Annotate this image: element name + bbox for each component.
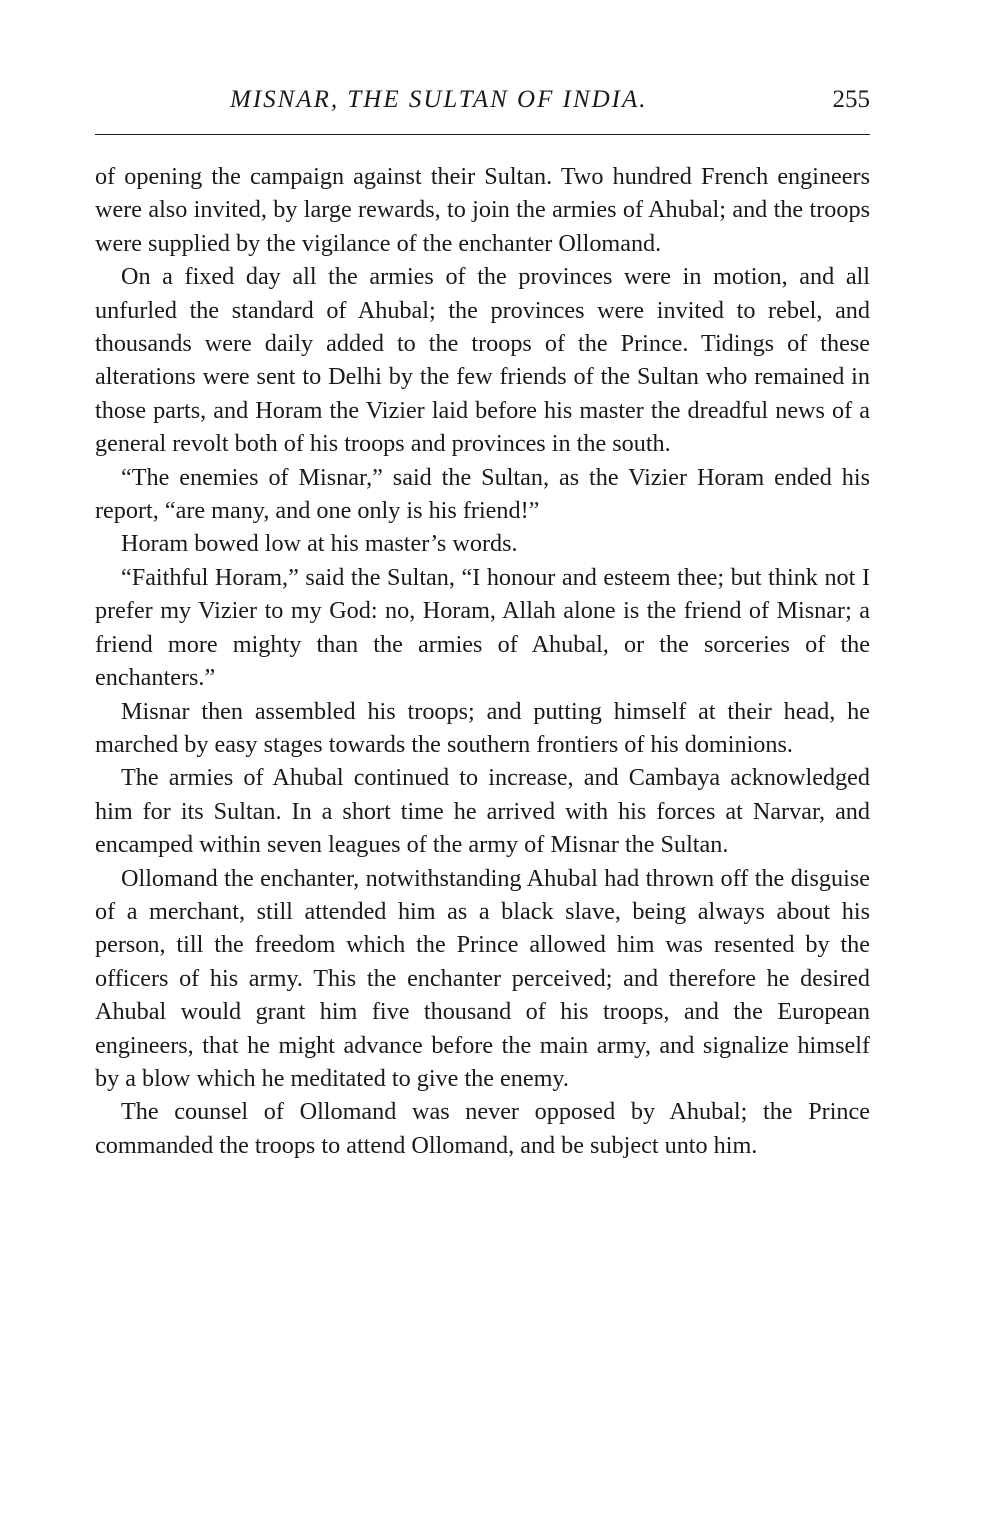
paragraph-4: Horam bowed low at his master’s words. <box>121 530 518 558</box>
paragraph-1: of opening the campaign against their Sultan. Two hundred French engineers were also invited, by large rewards, to join the armies of Ahubal; and the troops were supplied by the vigilance of the enchanter Ollomand. <box>95 163 870 257</box>
paragraph-9: The counsel of Ollomand was never opposed by Ahubal; the Prince commanded the troops to attend Ollomand, and be subject unto him. <box>95 1098 870 1159</box>
paragraph-8: Ollomand the enchanter, notwithstanding Ahubal had thrown off the disguise of a merchant, still attended him as a black slave, being always about his person, till the freedom which the Prince allowed him was resented by the officers of his army. This the enchanter perceived; and therefore he desired Ahubal would grant him five thousand of his troops, and the European engineers, that he might advance before the main army, and signalize himself by a blow which he meditated to give the enemy. <box>95 864 870 1092</box>
page-number: 255 <box>832 86 870 113</box>
running-title: MISNAR, THE SULTAN OF INDIA. <box>230 86 648 113</box>
running-head <box>95 86 870 126</box>
paragraph-2: On a fixed day all the armies of the provinces were in motion, and all unfurled the standard of Ahubal; the provinces were invited to rebel, and thousands were daily added to the troops of the Prince. Tidings of these alterations were sent to Delhi by the few friends of the Sultan who remained in those parts, and Horam the Vizier laid before his master the dreadful news of a general revolt both of his troops and provinces in the south. <box>95 263 870 458</box>
header-rule <box>95 134 870 135</box>
paragraph-3: “The enemies of Misnar,” said the Sultan, as the Vizier Horam ended his report, “are many, and one only is his friend!” <box>95 463 870 525</box>
paragraph-5: “Faithful Horam,” said the Sultan, “I honour and esteem thee; but think not I prefer my Vizier to my God: no, Horam, Allah alone is the friend of Misnar; a friend more mighty than the armies of Ahubal, or the sorceries of the enchanters.” <box>95 563 870 692</box>
paragraph-6: Misnar then assembled his troops; and putting himself at their head, he marched by easy stages towards the southern frontiers of his dominions. <box>95 697 870 758</box>
paragraph-7: The armies of Ahubal continued to increase, and Cambaya acknowledged him for its Sultan. In a short time he arrived with his forces at Narvar, and encamped within seven leagues of the army of Misnar the Sultan. <box>95 764 870 859</box>
body-text <box>95 160 870 1162</box>
